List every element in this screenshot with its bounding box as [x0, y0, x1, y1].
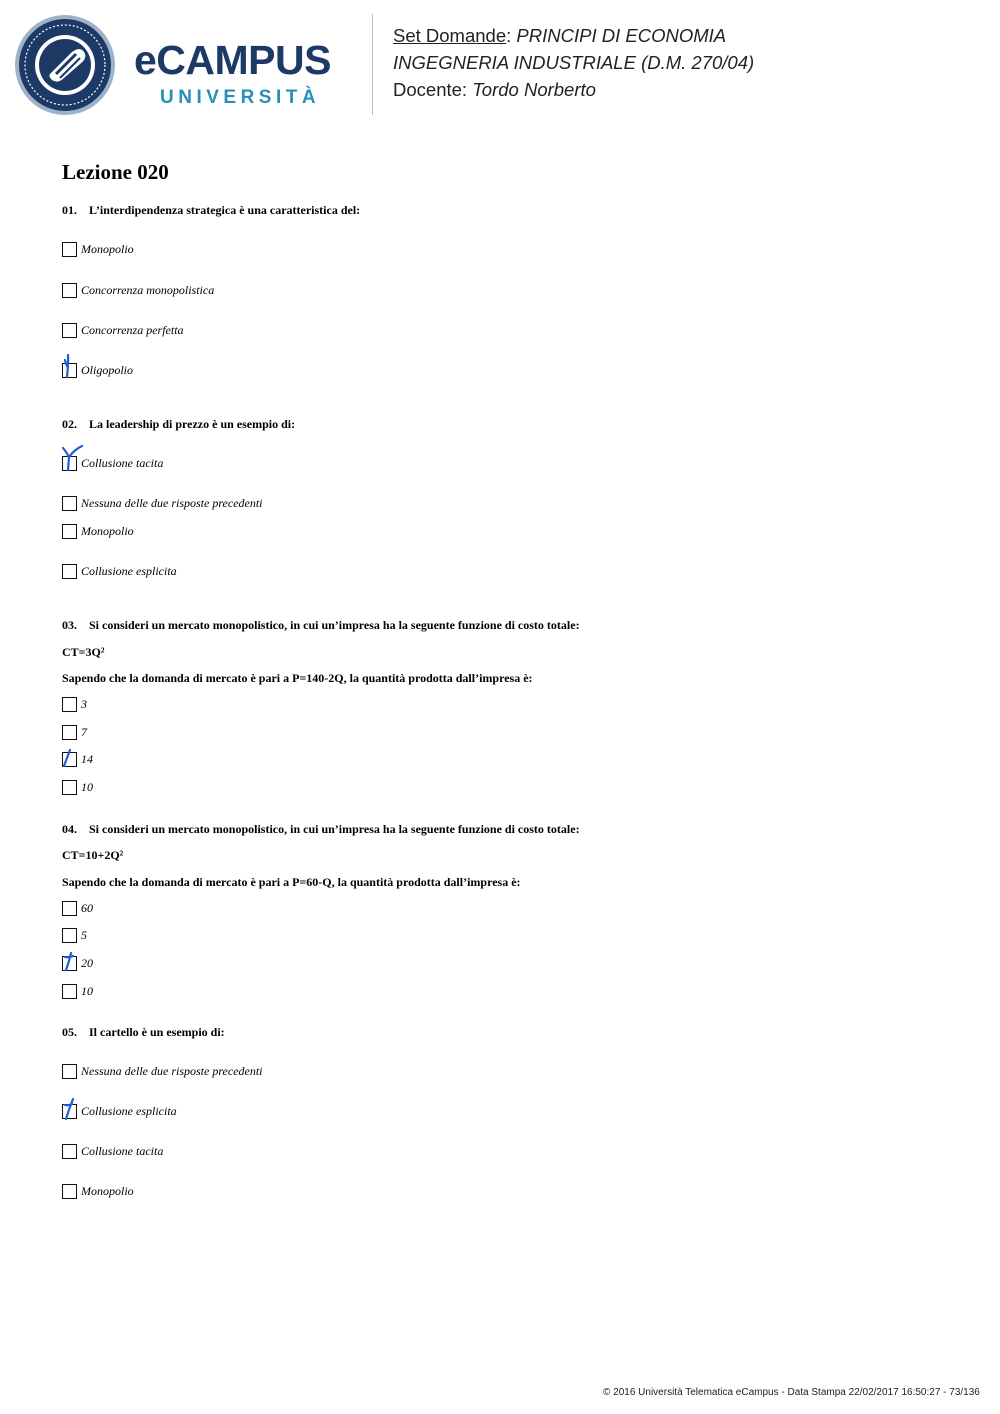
teacher-name: Tordo Norberto: [472, 79, 596, 100]
option-label: 3: [81, 697, 87, 711]
option-label: Collusione tacita: [81, 456, 164, 470]
answer-checkbox[interactable]: [62, 1064, 77, 1079]
answer-checkbox[interactable]: [62, 928, 77, 943]
question-03: [62, 618, 580, 633]
answer-checkbox[interactable]: [62, 901, 77, 916]
question-04: [62, 822, 580, 837]
answer-checkbox[interactable]: [62, 1184, 77, 1199]
answer-checkbox[interactable]: [62, 725, 77, 740]
question-number: 03.: [62, 618, 77, 632]
answer-checkbox[interactable]: [62, 780, 77, 795]
logo-wordmark: eCAMPUS: [134, 37, 331, 83]
question-subtext: Sapendo che la domanda di mercato è pari a P=60-Q, la quantità prodotta dall’impresa è:: [62, 875, 521, 889]
question-text: La leadership di prezzo è un esempio di:: [89, 417, 296, 431]
question-number: 01.: [62, 203, 77, 217]
set-info: Set Domande: PRINCIPI DI ECONOMIA INGEGNERIA INDUSTRIALE (D.M. 270/04) Docente: Tordo Norberto: [393, 25, 755, 100]
option-label: Concorrenza perfetta: [81, 323, 184, 337]
logo-subtitle: UNIVERSITÀ: [160, 87, 321, 108]
option-label: Collusione esplicita: [81, 564, 177, 578]
option-label: Nessuna delle due risposte precedenti: [81, 1064, 263, 1078]
option-label: Collusione esplicita: [81, 1104, 177, 1118]
ecampus-seal-logo: [14, 14, 116, 116]
option-label: 5: [81, 928, 87, 942]
question-text: L’interdipendenza strategica è una caratteristica del:: [89, 203, 361, 217]
question-05: [62, 1025, 225, 1040]
answer-checkbox[interactable]: [62, 524, 77, 539]
option-label: 14: [81, 752, 93, 766]
answer-checkbox[interactable]: [62, 1144, 77, 1159]
teacher-label: Docente:: [393, 79, 468, 100]
option-label: 10: [81, 780, 93, 794]
answer-checkbox[interactable]: [62, 242, 77, 257]
question-text: Il cartello è un esempio di:: [89, 1025, 225, 1039]
answer-checkbox[interactable]: [62, 496, 77, 511]
question-number: 05.: [62, 1025, 77, 1039]
set-label: Set Domande: [393, 25, 507, 46]
option-label: 20: [81, 956, 93, 970]
question-formula: CT=10+2Q²: [62, 848, 124, 862]
page-footer: © 2016 Università Telematica eCampus - Data Stampa 22/02/2017 16:50:27 - 73/136: [603, 1387, 980, 1398]
option-label: 7: [81, 725, 87, 739]
option-label: Concorrenza monopolistica: [81, 283, 215, 297]
answer-checkbox[interactable]: [62, 564, 77, 579]
option-label: Oligopolio: [81, 363, 134, 377]
question-subtext: Sapendo che la domanda di mercato è pari a P=140-2Q, la quantità prodotta dall’impresa è:: [62, 671, 533, 685]
option-label: Monopolio: [81, 524, 134, 538]
course-line-2: INGEGNERIA INDUSTRIALE (D.M. 270/04): [393, 52, 755, 73]
answer-checkbox[interactable]: [62, 697, 77, 712]
answer-checkbox[interactable]: [62, 283, 77, 298]
course-line-1: PRINCIPI DI ECONOMIA: [516, 25, 727, 46]
answer-checkbox[interactable]: [62, 984, 77, 999]
option-label: Nessuna delle due risposte precedenti: [81, 496, 263, 510]
question-formula: CT=3Q²: [62, 645, 105, 659]
answer-checkbox[interactable]: [62, 323, 77, 338]
option-label: 60: [81, 901, 93, 915]
question-number: 02.: [62, 417, 77, 431]
question-02: [62, 417, 295, 432]
question-text: Si consideri un mercato monopolistico, in cui un’impresa ha la seguente funzione di costo totale:: [89, 618, 580, 632]
option-label: Collusione tacita: [81, 1144, 164, 1158]
option-label: Monopolio: [81, 242, 134, 256]
option-label: 10: [81, 984, 93, 998]
lesson-title: Lezione 020: [62, 160, 169, 184]
header-divider: [372, 14, 373, 115]
option-label: Monopolio: [81, 1184, 134, 1198]
question-text: Si consideri un mercato monopolistico, in cui un’impresa ha la seguente funzione di costo totale:: [89, 822, 580, 836]
question-01: [62, 203, 360, 218]
question-number: 04.: [62, 822, 77, 836]
page-header: [0, 0, 1000, 130]
